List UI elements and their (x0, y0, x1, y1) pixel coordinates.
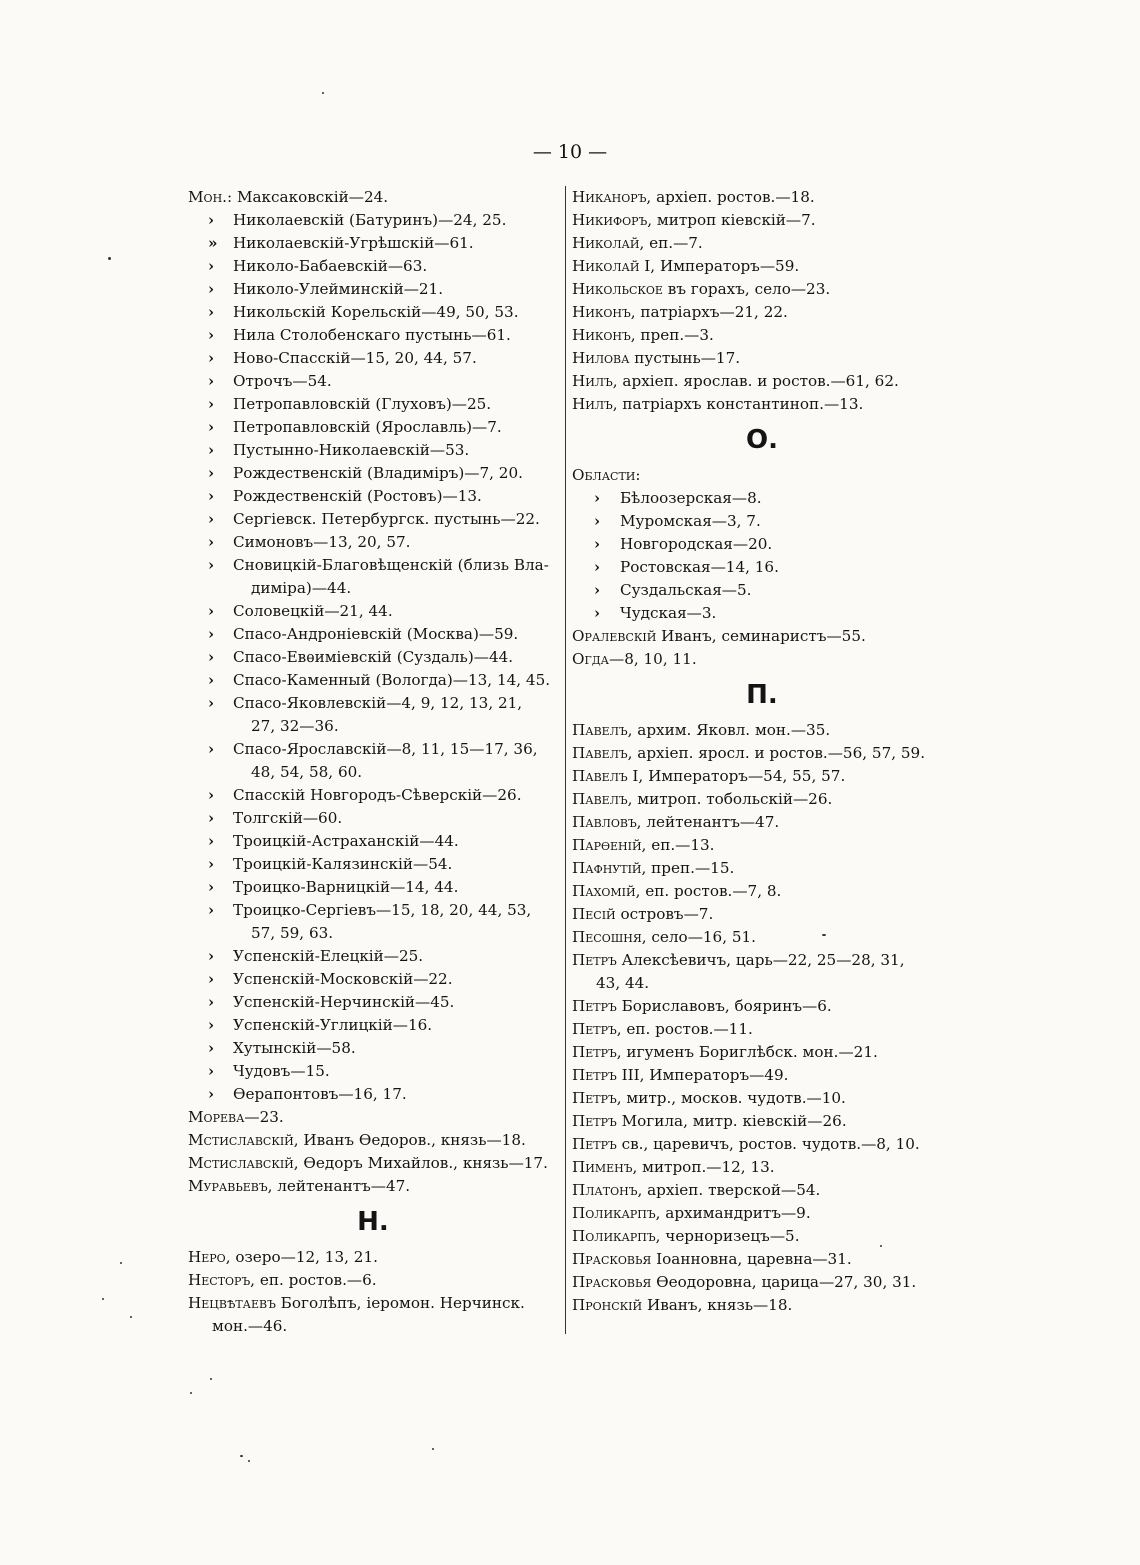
index-entry (572, 1110, 952, 1133)
entry-head: Пронскій (572, 1296, 643, 1314)
scan-speck (210, 1378, 212, 1380)
ditto-mark: › (208, 395, 215, 413)
entry-head: Петръ (572, 997, 617, 1015)
entry-text: лейтенантъ—47. (641, 813, 780, 831)
index-entry (572, 347, 952, 370)
entry-text: еп.—13. (646, 836, 715, 854)
entry-text: Иванъ Ѳедоров., князь—18. (298, 1131, 526, 1149)
ditto-mark: › (208, 257, 215, 275)
entry-head: Нилъ, (572, 372, 618, 390)
index-entry (572, 186, 952, 209)
ditto-mark: » (208, 234, 218, 252)
entry-text: Боголѣпъ, іеромон. Нерчинск. (275, 1294, 525, 1312)
entry-head: Никаноръ, (572, 188, 652, 206)
entry-text: Іоанновна, царевна—31. (651, 1250, 852, 1268)
entry-head: Петръ (572, 1135, 617, 1153)
ditto-mark: › (208, 740, 215, 758)
list-item (188, 462, 558, 485)
entry-text: архіеп. тверской—54. (642, 1181, 821, 1199)
entry-text: св., царевичъ, ростов. чудотв.—8, 10. (616, 1135, 920, 1153)
entry-text: Симоновъ—13, 20, 57. (233, 533, 411, 551)
entry-head: Песошня, (572, 928, 647, 946)
list-item (572, 602, 952, 625)
entry-head: Морева (188, 1108, 245, 1126)
ditto-mark: › (208, 349, 215, 367)
entry-text: Спасскій Новгородъ-Сѣверскій—26. (233, 786, 522, 804)
list-item (188, 370, 558, 393)
index-entry (572, 1225, 952, 1248)
list-item (188, 738, 558, 784)
list-item (188, 876, 558, 899)
index-entry (572, 393, 952, 416)
index-entry (572, 880, 952, 903)
list-item (188, 784, 558, 807)
entry-text: Максаковскій—24. (236, 188, 389, 206)
entries-o-list (572, 625, 952, 671)
entry-text: архіеп. ярослав. и ростов.—61, 62. (617, 372, 899, 390)
entry-head: Области: (572, 466, 641, 484)
index-entry (572, 370, 952, 393)
entry-head: Павелъ, (572, 744, 633, 762)
entry-head: Муравьевъ, (188, 1177, 273, 1195)
ditto-mark: › (208, 441, 215, 459)
list-item (188, 968, 558, 991)
index-entry (572, 1018, 952, 1041)
entry-text: Пустынно-Николаевскій—53. (233, 441, 470, 459)
entry-text: въ горахъ, село—23. (662, 280, 831, 298)
scan-speck (822, 934, 826, 936)
entry-text: Успенскій-Углицкій—16. (233, 1016, 433, 1034)
index-entry (188, 1129, 558, 1152)
list-item (188, 209, 558, 232)
entry-text: еп. ростов.—11. (621, 1020, 753, 1038)
ditto-mark: › (208, 648, 215, 666)
ditto-mark: › (208, 326, 215, 344)
entry-text: островъ—7. (615, 905, 714, 923)
entry-text: митроп.—12, 13. (637, 1158, 775, 1176)
entry-text: Бориславовъ, бояринъ—6. (616, 997, 832, 1015)
list-item (572, 579, 952, 602)
ditto-mark: › (208, 1062, 215, 1080)
entry-text: I, Императоръ—59. (639, 257, 800, 275)
ditto-mark: › (594, 581, 601, 599)
entry-text: —8, 10, 11. (609, 650, 697, 668)
entry-head: Несторъ, (188, 1271, 256, 1289)
ditto-mark: › (594, 558, 601, 576)
ditto-mark: › (594, 535, 601, 553)
entry-text: Соловецкій—21, 44. (233, 602, 393, 620)
entry-head: Огда (572, 650, 610, 668)
column-divider (565, 186, 566, 1334)
list-item (572, 487, 952, 510)
entry-text: Ѳедоръ Михайлов., князь—17. (298, 1154, 548, 1172)
page-number: — 10 — (532, 141, 608, 163)
entry-text: черноризецъ—5. (660, 1227, 800, 1245)
scan-speck (240, 1455, 243, 1457)
entry-text: Нила Столобенскаго пустынь—61. (233, 326, 511, 344)
entry-text: I, Императоръ—54, 55, 57. (627, 767, 846, 785)
entry-text: Николо-Улейминскій—21. (233, 280, 444, 298)
scan-speck (108, 257, 111, 260)
entry-continuation: диміра)—44. (251, 579, 352, 597)
entry-head: Петръ (572, 1112, 617, 1130)
list-item (188, 324, 558, 347)
index-entry (188, 1292, 558, 1338)
monastery-list (188, 209, 558, 1106)
list-item (188, 899, 558, 945)
ditto-mark: › (208, 1085, 215, 1103)
list-item (188, 1060, 558, 1083)
entry-text: преп.—3. (635, 326, 714, 344)
entry-text: Спасо-Андроніевскій (Москва)—59. (233, 625, 519, 643)
list-item (188, 669, 558, 692)
entry-text: Спасо-Евѳиміевскій (Суздаль)—44. (233, 648, 514, 666)
entry-head: Нилова (572, 349, 630, 367)
list-item (188, 347, 558, 370)
list-item (188, 991, 558, 1014)
entry-head: Прасковья (572, 1250, 652, 1268)
entry-text: Троицко-Сергіевъ—15, 18, 20, 44, 53, (233, 901, 532, 919)
index-entry (572, 324, 952, 347)
ditto-mark: › (208, 602, 215, 620)
index-entry (572, 903, 952, 926)
list-item (188, 393, 558, 416)
index-entry (572, 1087, 952, 1110)
entry-text: Алексѣевичъ, царь—22, 25—28, 31, (616, 951, 905, 969)
entry-text: Иванъ, князь—18. (642, 1296, 793, 1314)
entry-text: патріархъ константиноп.—13. (617, 395, 864, 413)
index-entry (572, 765, 952, 788)
entry-head: Мон.: (188, 188, 233, 206)
index-entry (572, 278, 952, 301)
entry-head: Поликарпъ, (572, 1227, 661, 1245)
scan-speck (102, 1298, 104, 1300)
entry-text: Петропавловскій (Ярославль)—7. (233, 418, 502, 436)
ditto-mark: › (208, 556, 215, 574)
ditto-mark: › (208, 372, 215, 390)
index-entry (572, 255, 952, 278)
scan-speck (248, 1460, 250, 1462)
ditto-mark: › (208, 855, 215, 873)
index-entry (572, 232, 952, 255)
entry-text: архим. Яковл. мон.—35. (632, 721, 831, 739)
index-entry (572, 926, 952, 949)
list-item (188, 232, 558, 255)
entry-head: Пахомій, (572, 882, 641, 900)
entry-text: Успенскій-Нерчинскій—45. (233, 993, 455, 1011)
entry-head: Павловъ, (572, 813, 642, 831)
entry-text: Успенскій-Московскій—22. (233, 970, 453, 988)
entry-text: архимандритъ—9. (660, 1204, 811, 1222)
index-entry (572, 1294, 952, 1317)
entry-text: Ростовская—14, 16. (620, 558, 779, 576)
entry-text: III, Императоръ—49. (616, 1066, 789, 1084)
list-item (188, 600, 558, 623)
entry-text: игуменъ Бориглѣбск. мон.—21. (621, 1043, 878, 1061)
list-item (188, 416, 558, 439)
entry-continuation: 27, 32—36. (251, 717, 339, 735)
scan-speck (130, 1316, 132, 1318)
entry-head: Павелъ, (572, 721, 633, 739)
entry-text: еп. ростов.—6. (255, 1271, 377, 1289)
entry-text: село—16, 51. (646, 928, 757, 946)
entry-text: Троицкій-Калязинскій—54. (233, 855, 453, 873)
entry-text: Николо-Бабаевскій—63. (233, 257, 428, 275)
ditto-mark: › (594, 604, 601, 622)
ditto-mark: › (208, 832, 215, 850)
index-entry (572, 1248, 952, 1271)
ditto-mark: › (208, 901, 215, 919)
ditto-mark: › (208, 1039, 215, 1057)
index-entry-oblasti (572, 464, 952, 487)
entry-text: лейтенантъ—47. (272, 1177, 411, 1195)
ditto-mark: › (208, 970, 215, 988)
entry-text: еп. ростов.—7, 8. (640, 882, 782, 900)
entry-text: Николаевскій-Угрѣшскій—61. (233, 234, 474, 252)
index-entry (188, 1175, 558, 1198)
entry-text: Суздальская—5. (620, 581, 752, 599)
ditto-mark: › (208, 878, 215, 896)
index-entry (188, 1106, 558, 1129)
entry-head: Пименъ, (572, 1158, 638, 1176)
entry-text: митр., москов. чудотв.—10. (621, 1089, 846, 1107)
list-item (188, 1014, 558, 1037)
list-item (572, 510, 952, 533)
entry-text: Успенскій-Елецкій—25. (233, 947, 424, 965)
entry-continuation: 43, 44. (596, 974, 650, 992)
entry-text: Никольскій Корельскій—49, 50, 53. (233, 303, 519, 321)
entry-text: Могила, митр. кіевскій—26. (616, 1112, 847, 1130)
entry-head: Оралевскій (572, 627, 657, 645)
index-entry (572, 1041, 952, 1064)
entry-text: Новгородская—20. (620, 535, 773, 553)
scan-speck (322, 92, 324, 94)
index-entry (572, 788, 952, 811)
list-item (188, 945, 558, 968)
ditto-mark: › (208, 303, 215, 321)
entry-text: Троицкій-Астраханскій—44. (233, 832, 459, 850)
entry-text: Хутынскій—58. (233, 1039, 356, 1057)
entry-head: Пафнутій, (572, 859, 647, 877)
scan-speck (120, 1262, 122, 1264)
index-entry (572, 1271, 952, 1294)
entry-head: Петръ (572, 1066, 617, 1084)
entry-text: Бѣлоозерская—8. (620, 489, 762, 507)
scan-speck (880, 1245, 882, 1247)
entry-text: Спасо-Ярославскій—8, 11, 15—17, 36, (233, 740, 538, 758)
entry-head: Мстиславскій, (188, 1131, 299, 1149)
list-item (188, 531, 558, 554)
entries-n2-list (572, 186, 952, 416)
scan-speck (190, 1392, 192, 1394)
ditto-mark: › (208, 464, 215, 482)
entry-text: Чудская—3. (620, 604, 717, 622)
entry-text: Чудовъ—15. (233, 1062, 330, 1080)
entry-text: Петропавловскій (Глуховъ)—25. (233, 395, 492, 413)
entry-head: Поликарпъ, (572, 1204, 661, 1222)
entry-text: Рождественскій (Ростовъ)—13. (233, 487, 482, 505)
ditto-mark: › (208, 280, 215, 298)
entry-head: Неро, (188, 1248, 231, 1266)
entry-text: Толгскій—60. (233, 809, 343, 827)
entry-text: Сновицкій-Благовѣщенскій (близь Вла- (233, 556, 549, 574)
entry-head: Николай, (572, 234, 645, 252)
entry-text: Муромская—3, 7. (620, 512, 761, 530)
entry-head: Петръ (572, 951, 617, 969)
list-item (188, 646, 558, 669)
ditto-mark: › (208, 487, 215, 505)
entry-text: Ѳеодоровна, царица—27, 30, 31. (651, 1273, 917, 1291)
index-entry-mon (188, 186, 558, 209)
entry-head: Никольское (572, 280, 663, 298)
entry-text: архіеп. ростов.—18. (651, 188, 815, 206)
entry-text: Ново-Спасскій—15, 20, 44, 57. (233, 349, 477, 367)
index-entry (572, 1064, 952, 1087)
index-entry (572, 1202, 952, 1225)
entry-text: архіеп. яросл. и ростов.—56, 57, 59. (632, 744, 926, 762)
ditto-mark: › (208, 809, 215, 827)
entry-text: митроп. тобольскій—26. (632, 790, 833, 808)
index-entry (188, 1269, 558, 1292)
entry-text: Сергіевск. Петербургск. пустынь—22. (233, 510, 540, 528)
index-entry (572, 834, 952, 857)
list-item (188, 301, 558, 324)
list-item (188, 255, 558, 278)
entry-head: Нецвѣтаевъ (188, 1294, 276, 1312)
entry-head: Платонъ, (572, 1181, 643, 1199)
entry-head: Никифоръ, (572, 211, 653, 229)
index-entry (572, 1156, 952, 1179)
entry-text: митроп кіевскій—7. (652, 211, 816, 229)
list-item (188, 830, 558, 853)
entry-continuation: 57, 59, 63. (251, 924, 334, 942)
index-entry (572, 811, 952, 834)
list-item (188, 278, 558, 301)
ditto-mark: › (208, 211, 215, 229)
oblasti-list (572, 487, 952, 625)
index-entry (572, 995, 952, 1018)
list-item (188, 853, 558, 876)
entry-text: Иванъ, семинаристъ—55. (656, 627, 866, 645)
ditto-mark: › (208, 533, 215, 551)
ditto-mark: › (208, 418, 215, 436)
letter-heading-p: П. (746, 680, 778, 710)
entry-head: Петръ, (572, 1020, 622, 1038)
ditto-mark: › (208, 510, 215, 528)
entry-head: Никонъ, (572, 326, 636, 344)
index-entry (572, 857, 952, 880)
entry-head: Николай (572, 257, 640, 275)
index-entry (572, 719, 952, 742)
entries-n-list (188, 1246, 558, 1338)
index-entry (572, 742, 952, 765)
entry-head: Мстиславскій, (188, 1154, 299, 1172)
entry-head: Песій (572, 905, 616, 923)
index-entry (572, 1133, 952, 1156)
list-item (188, 1037, 558, 1060)
entry-text: преп.—15. (646, 859, 735, 877)
entry-text: пустынь—17. (629, 349, 741, 367)
index-entry (572, 1179, 952, 1202)
entry-head: Павелъ, (572, 790, 633, 808)
entry-head: Петръ, (572, 1043, 622, 1061)
entry-text: Ѳерапонтовъ—16, 17. (233, 1085, 407, 1103)
ditto-mark: › (594, 512, 601, 530)
ditto-mark: › (208, 694, 215, 712)
entries-m-list (188, 1106, 558, 1198)
entry-text: Спасо-Каменный (Вологда)—13, 14, 45. (233, 671, 551, 689)
entry-text: Троицко-Варницкій—14, 44. (233, 878, 459, 896)
list-item (188, 807, 558, 830)
entry-text: Спасо-Яковлевскій—4, 9, 12, 13, 21, (233, 694, 523, 712)
entry-head: Петръ, (572, 1089, 622, 1107)
list-item (188, 623, 558, 646)
entry-text: —23. (244, 1108, 284, 1126)
index-entry (188, 1152, 558, 1175)
ditto-mark: › (208, 947, 215, 965)
index-entry (188, 1246, 558, 1269)
entry-head: Павелъ (572, 767, 628, 785)
entry-text: Николаевскій (Батуринъ)—24, 25. (233, 211, 507, 229)
list-item (188, 439, 558, 462)
index-entry (572, 625, 952, 648)
entry-head: Никонъ, (572, 303, 636, 321)
entry-text: Отрочъ—54. (233, 372, 332, 390)
ditto-mark: › (208, 1016, 215, 1034)
index-entry (572, 209, 952, 232)
entry-text: Рождественскій (Владиміръ)—7, 20. (233, 464, 523, 482)
ditto-mark: › (594, 489, 601, 507)
index-entry (572, 301, 952, 324)
ditto-mark: › (208, 993, 215, 1011)
left-column (188, 186, 558, 1338)
list-item (188, 554, 558, 600)
index-entry (572, 648, 952, 671)
entry-text: еп.—7. (644, 234, 703, 252)
entry-text: патріархъ—21, 22. (635, 303, 788, 321)
entry-continuation: 48, 54, 58, 60. (251, 763, 363, 781)
list-item (188, 508, 558, 531)
index-entry (572, 949, 952, 995)
entry-continuation: мон.—46. (212, 1317, 288, 1335)
scan-speck (432, 1448, 434, 1450)
entry-head: Прасковья (572, 1273, 652, 1291)
list-item (572, 556, 952, 579)
ditto-mark: › (208, 671, 215, 689)
list-item (188, 1083, 558, 1106)
list-item (572, 533, 952, 556)
ditto-mark: › (208, 625, 215, 643)
entry-head: Нилъ, (572, 395, 618, 413)
entries-p-list (572, 719, 952, 1317)
entry-text: озеро—12, 13, 21. (230, 1248, 378, 1266)
ditto-mark: › (208, 786, 215, 804)
letter-heading-n: Н. (357, 1207, 389, 1237)
list-item (188, 485, 558, 508)
list-item (188, 692, 558, 738)
letter-heading-o: О. (746, 425, 778, 455)
right-column (572, 186, 952, 1317)
entry-head: Парѳеній, (572, 836, 647, 854)
